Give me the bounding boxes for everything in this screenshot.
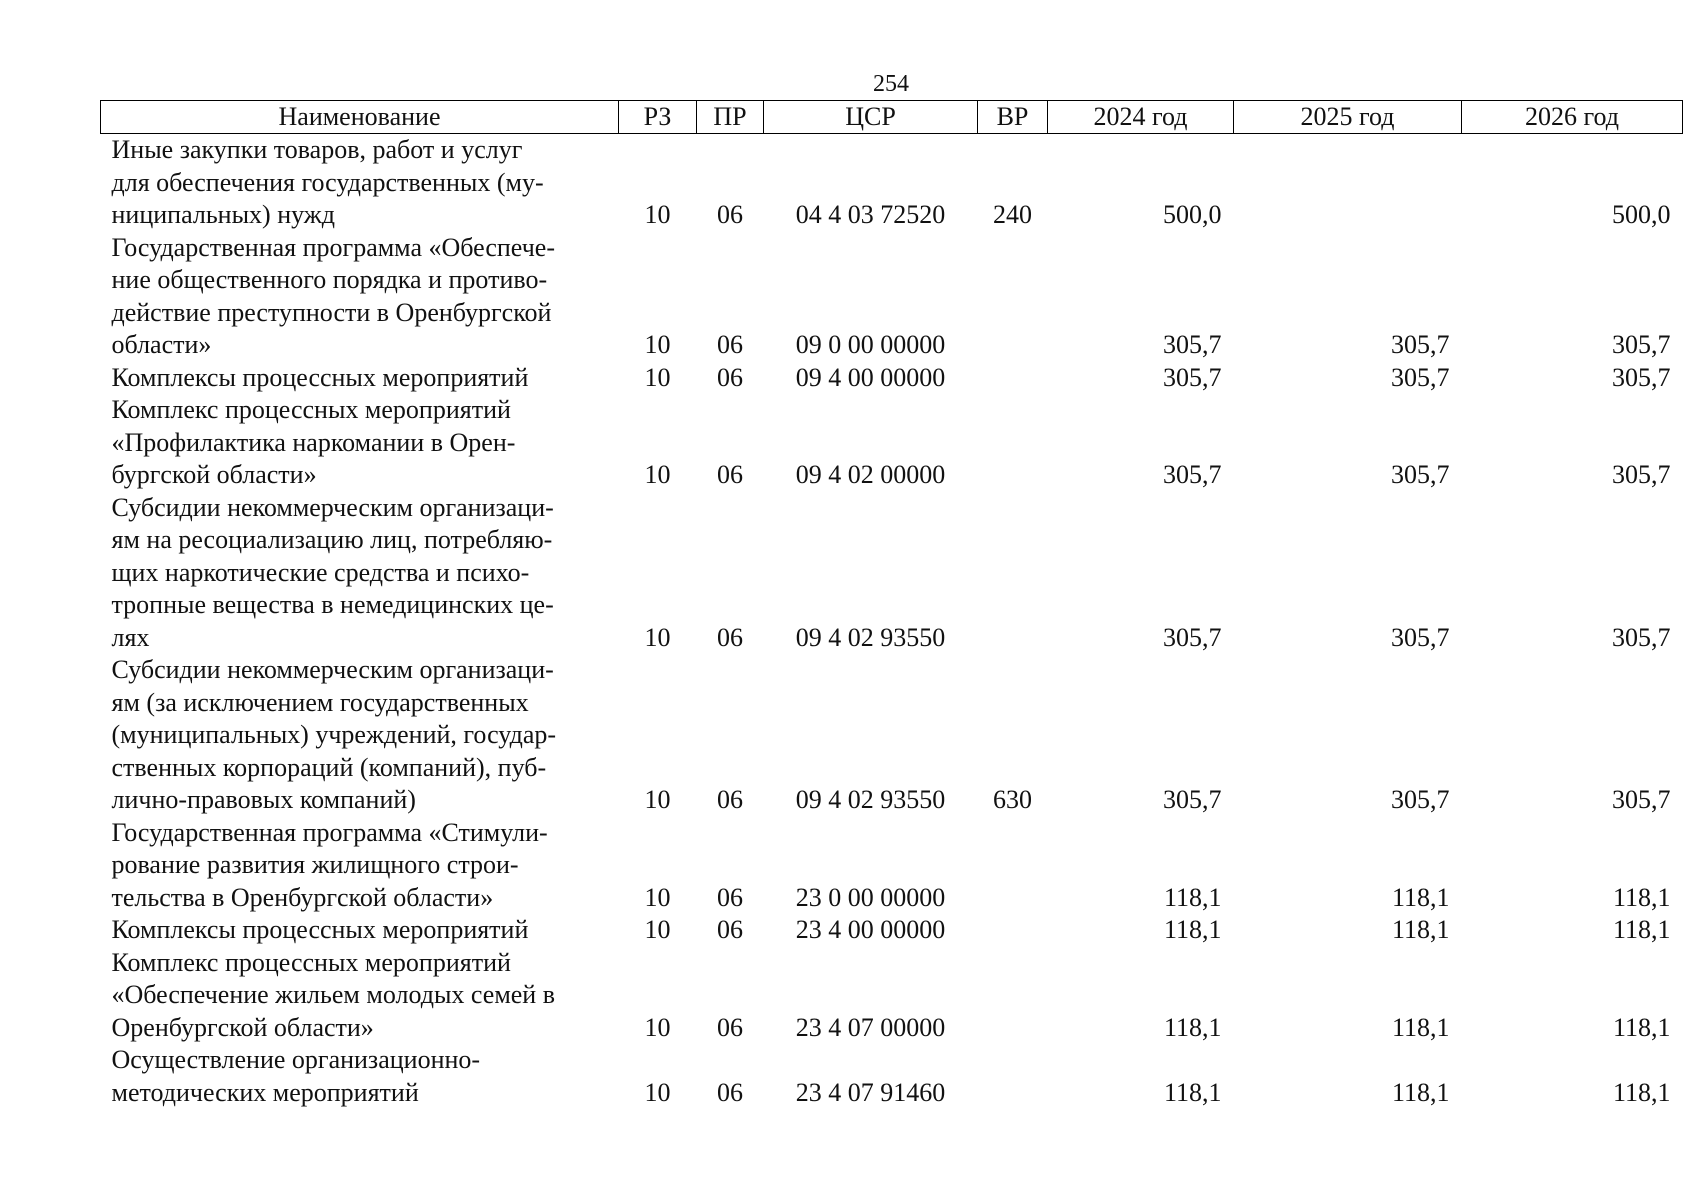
cell-2025: 305,7 [1391,460,1450,489]
cell-2024: 118,1 [1163,1012,1222,1042]
cell-name-line: «Обеспечение жильем молодых семей в [111,980,555,1009]
cell-rz: 10 [644,1012,671,1042]
cell-2025: 118,1 [1391,915,1450,944]
cell-name [101,1044,619,1109]
cell-name [101,492,619,655]
cell-name-line: (муниципальных) учреждений, государ- [111,720,557,749]
cell-name-line: Субсидии некоммерческим организаци- [111,492,554,522]
cell-name-line: ям (за исключением государственных [111,687,529,717]
cell-csr: 09 4 02 93550 [795,785,946,814]
table-row [101,362,1683,395]
cell-vr [978,817,1048,915]
cell-name-line: ям на ресоциализацию лиц, потребляю- [111,525,553,554]
cell-vr [978,492,1048,655]
cell-name-line: Оренбургской области» [111,1012,374,1042]
cell-csr: 04 4 03 72520 [795,200,946,229]
cell-2025: 118,1 [1391,882,1450,912]
cell-name [101,362,619,395]
cell-vr [978,914,1048,947]
cell-name-line: Комплекс процессных мероприятий [111,947,511,977]
cell-vr: 630 [993,785,1032,814]
cell-pr: 06 [717,622,743,652]
cell-csr: 23 4 07 00000 [795,1012,946,1042]
cell-name-line: Комплексы процессных мероприятий [111,362,529,392]
cell-name-line: Иные закупки товаров, работ и услуг [111,135,523,164]
cell-csr: 09 4 02 00000 [795,460,946,489]
cell-2026: 305,7 [1612,622,1671,652]
cell-name [101,947,619,1045]
cell-name [101,394,619,492]
cell-name-line: щих наркотические средства и психо- [111,557,530,587]
cell-rz: 10 [644,915,671,944]
header-csr: ЦСР [764,101,978,134]
cell-name-line: методических мероприятий [111,1077,419,1107]
cell-rz: 10 [644,330,671,359]
cell-name-line: лях [111,622,150,652]
cell-2025: 305,7 [1391,622,1450,652]
cell-pr: 06 [717,362,743,392]
cell-pr: 06 [717,785,743,814]
cell-2024: 305,7 [1163,622,1222,652]
cell-pr: 06 [717,915,743,944]
cell-2026: 305,7 [1612,362,1671,392]
cell-name-line: Осуществление организационно- [111,1045,481,1074]
cell-name-line: тельства в Оренбургской области» [111,882,494,912]
budget-table [100,100,1683,1109]
cell-pr: 06 [717,1077,743,1107]
cell-2026: 500,0 [1612,200,1671,229]
cell-2026: 118,1 [1612,882,1671,912]
cell-rz: 10 [644,882,671,912]
page-number: 254 [873,71,909,97]
cell-2025: 118,1 [1391,1077,1450,1107]
header-vr: ВР [978,101,1048,134]
cell-2024: 500,0 [1163,200,1222,229]
table-row [101,654,1683,817]
table-row [101,914,1683,947]
cell-name-line: Субсидии некоммерческим организаци- [111,655,554,684]
cell-vr [978,232,1048,362]
cell-name-line: ние общественного порядка и противо- [111,265,548,294]
cell-name [101,134,619,232]
cell-2026: 118,1 [1612,1077,1671,1107]
cell-vr [978,362,1048,395]
cell-2024: 305,7 [1163,330,1222,359]
cell-rz: 10 [644,362,671,392]
cell-name-line: Комплекс процессных мероприятий [111,395,511,424]
cell-name-line: области» [111,330,212,359]
cell-vr [978,1044,1048,1109]
cell-2026: 305,7 [1612,330,1671,359]
cell-2024: 305,7 [1163,785,1222,814]
cell-name-line: Комплексы процессных мероприятий [111,915,529,944]
header-2025: 2025 год [1234,101,1462,134]
cell-2024: 118,1 [1163,1077,1222,1107]
cell-name-line: ственных корпораций (компаний), пуб- [111,752,547,782]
cell-csr: 09 4 02 93550 [795,622,946,652]
table-row [101,134,1683,232]
cell-2024: 305,7 [1163,362,1222,392]
header-2024: 2024 год [1048,101,1234,134]
table-body [101,134,1683,1110]
cell-rz: 10 [644,460,671,489]
table-row [101,394,1683,492]
cell-vr: 240 [993,200,1032,229]
table-row [101,232,1683,362]
cell-pr: 06 [717,1012,743,1042]
cell-pr: 06 [717,200,743,229]
cell-2025 [1234,134,1462,232]
cell-2026: 118,1 [1612,1012,1671,1042]
header-name: Наименование [101,101,619,134]
cell-name [101,817,619,915]
cell-csr: 09 0 00 00000 [795,330,946,359]
table-row [101,817,1683,915]
cell-pr: 06 [717,330,743,359]
cell-vr [978,394,1048,492]
table-row [101,1044,1683,1109]
cell-name-line: тропные вещества в немедицинских це- [111,590,554,619]
cell-2026: 305,7 [1612,460,1671,489]
cell-2025: 305,7 [1391,330,1450,359]
cell-rz: 10 [644,785,671,814]
cell-name [101,654,619,817]
header-pr: ПР [697,101,764,134]
cell-name [101,914,619,947]
cell-name-line: бургской области» [111,460,317,489]
table-header-row [101,101,1683,134]
cell-name-line: для обеспечения государственных (му- [111,167,544,197]
cell-2026: 305,7 [1612,785,1671,814]
cell-csr: 09 4 00 00000 [795,362,946,392]
cell-name-line: действие преступности в Оренбургской [111,297,552,327]
cell-csr: 23 4 07 91460 [795,1077,946,1107]
cell-2025: 118,1 [1391,1012,1450,1042]
cell-name-line: «Профилактика наркомании в Орен- [111,427,516,457]
cell-2024: 305,7 [1163,460,1222,489]
cell-2025: 305,7 [1391,785,1450,814]
header-rz: РЗ [619,101,697,134]
cell-vr [978,947,1048,1045]
cell-rz: 10 [644,200,671,229]
table-row [101,947,1683,1045]
cell-pr: 06 [717,460,743,489]
cell-name-line: Государственная программа «Обеспече- [111,232,555,262]
table-row [101,492,1683,655]
cell-name-line: ниципальных) нужд [111,200,335,229]
cell-rz: 10 [644,1077,671,1107]
cell-name-line: рование развития жилищного строи- [111,850,519,879]
cell-name [101,232,619,362]
cell-name-line: лично-правовых компаний) [111,785,416,814]
cell-pr: 06 [717,882,743,912]
cell-name-line: Государственная программа «Стимули- [111,817,548,847]
cell-2026: 118,1 [1612,915,1671,944]
cell-csr: 23 4 00 00000 [795,915,946,944]
header-2026: 2026 год [1462,101,1683,134]
cell-2024: 118,1 [1163,882,1222,912]
cell-rz: 10 [644,622,671,652]
cell-2024: 118,1 [1163,915,1222,944]
cell-2025: 305,7 [1391,362,1450,392]
cell-csr: 23 0 00 00000 [795,882,946,912]
